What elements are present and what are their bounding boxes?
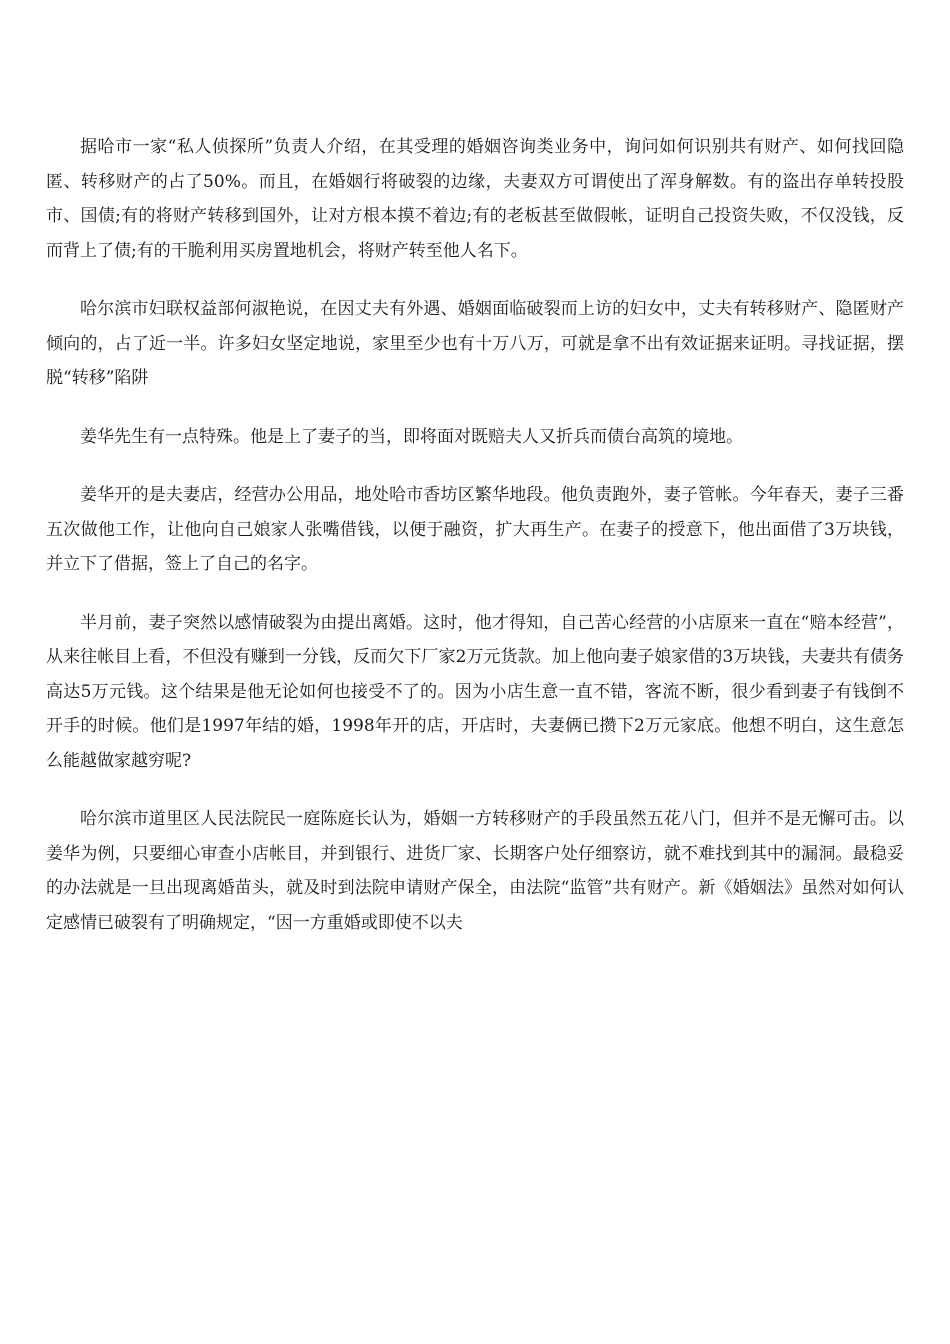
paragraph-3: 姜华先生有一点特殊。他是上了妻子的当，即将面对既赔夫人又折兵而债台高筑的境地。 xyxy=(80,426,743,447)
paragraph-4: 姜华开的是夫妻店，经营办公用品，地处哈市香坊区繁华地段。他负责跑外，妻子管帐。今年春天，妻子三番五次做他工作，让他向自己娘家人张嘴借钱，以便于融资，扩大再生产。在妻子的授意下，他出面借了3万块钱，并立下了借据，签上了自己的名字。 xyxy=(46,485,904,574)
document-body xyxy=(46,130,904,964)
paragraph-1: 据哈市一家“私人侦探所”负责人介绍，在其受理的婚姻咨询类业务中，询问如何识别共有财产、如何找回隐匿、转移财产的占了50%。而且，在婚姻行将破裂的边缘，夫妻双方可谓使出了浑身解数。有的盗出存单转投股市、国债;有的将财产转移到国外，让对方根本摸不着边;有的老板甚至做假帐，证明自己投资失败，不仅没钱，反而背上了债;有的干脆利用买房置地机会，将财产转至他人名下。 xyxy=(46,137,904,261)
paragraph-6: 哈尔滨市道里区人民法院民一庭陈庭长认为，婚姻一方转移财产的手段虽然五花八门，但并不是无懈可击。以姜华为例，只要细心审查小店帐目，并到银行、进货厂家、长期客户处仔细察访，就不难找到其中的漏洞。最稳妥的办法就是一旦出现离婚苗头，就及时到法院申请财产保全，由法院“监管”共有财产。新《婚姻法》虽然对如何认定感情已破裂有了明确规定，“因一方重婚或即使不以夫 xyxy=(46,809,904,933)
paragraph-2: 哈尔滨市妇联权益部何淑艳说，在因丈夫有外遇、婚姻面临破裂而上访的妇女中，丈夫有转移财产、隐匿财产倾向的，占了近一半。许多妇女坚定地说，家里至少也有十万八万，可就是拿不出有效证据来证明。寻找证据，摆脱“转移”陷阱 xyxy=(46,299,904,388)
paragraph-5: 半月前，妻子突然以感情破裂为由提出离婚。这时，他才得知，自己苦心经营的小店原来一直在“赔本经营”，从来往帐目上看，不但没有赚到一分钱，反而欠下厂家2万元货款。加上他向妻子娘家借的3万块钱，夫妻共有债务高达5万元钱。这个结果是他无论如何也接受不了的。因为小店生意一直不错，客流不断，很少看到妻子有钱倒不开手的时候。他们是1997年结的婚，1998年开的店，开店时，夫妻俩已攒下2万元家底。他想不明白，这生意怎么能越做家越穷呢? xyxy=(46,612,904,771)
